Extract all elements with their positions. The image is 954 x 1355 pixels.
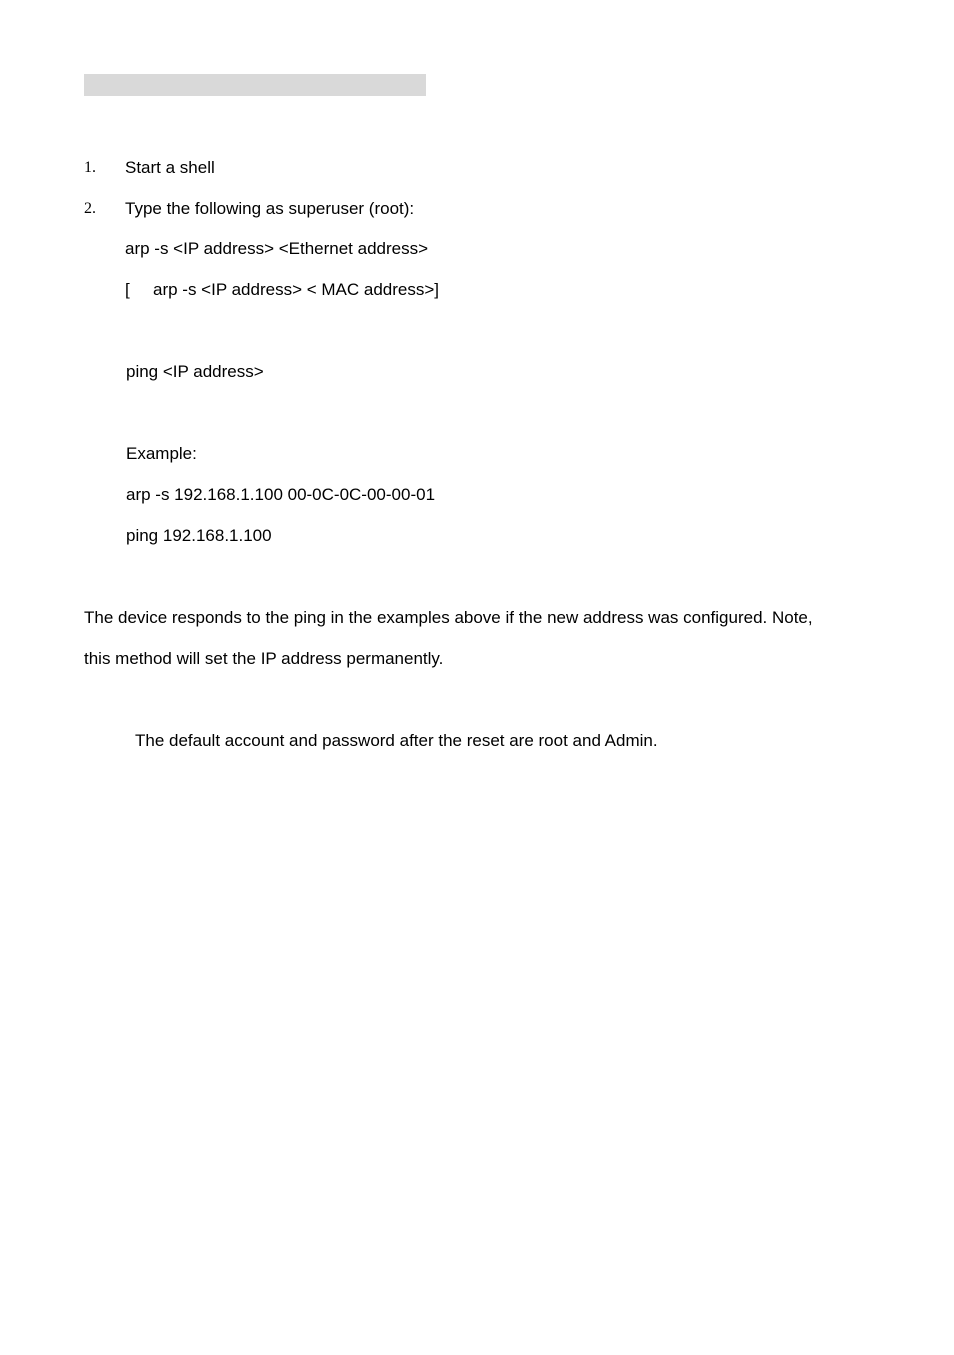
step-number-1: 1. bbox=[84, 159, 96, 176]
step-number-2: 2. bbox=[84, 200, 96, 217]
example-arp: arp -s 192.168.1.100 00-0C-0C-00-00-01 bbox=[126, 485, 436, 504]
note-line-2: this method will set the IP address permanently. bbox=[84, 649, 444, 668]
arp-command: arp -s <IP address> <Ethernet address> bbox=[125, 239, 429, 258]
arp-alt-bracket: [ bbox=[125, 280, 130, 299]
section-heading-bar bbox=[84, 74, 426, 96]
example-ping: ping 192.168.1.100 bbox=[126, 526, 272, 545]
arp-alt-command: arp -s <IP address> < MAC address>] bbox=[153, 280, 439, 299]
note-line-1: The device responds to the ping in the examples above if the new address was configured. Note, bbox=[84, 608, 813, 627]
ping-command: ping <IP address> bbox=[126, 362, 264, 381]
default-account-note: The default account and password after the reset are root and Admin. bbox=[135, 731, 658, 750]
example-label: Example: bbox=[126, 444, 197, 463]
step-text-2: Type the following as superuser (root): bbox=[125, 199, 415, 218]
step-text-1: Start a shell bbox=[125, 158, 215, 177]
